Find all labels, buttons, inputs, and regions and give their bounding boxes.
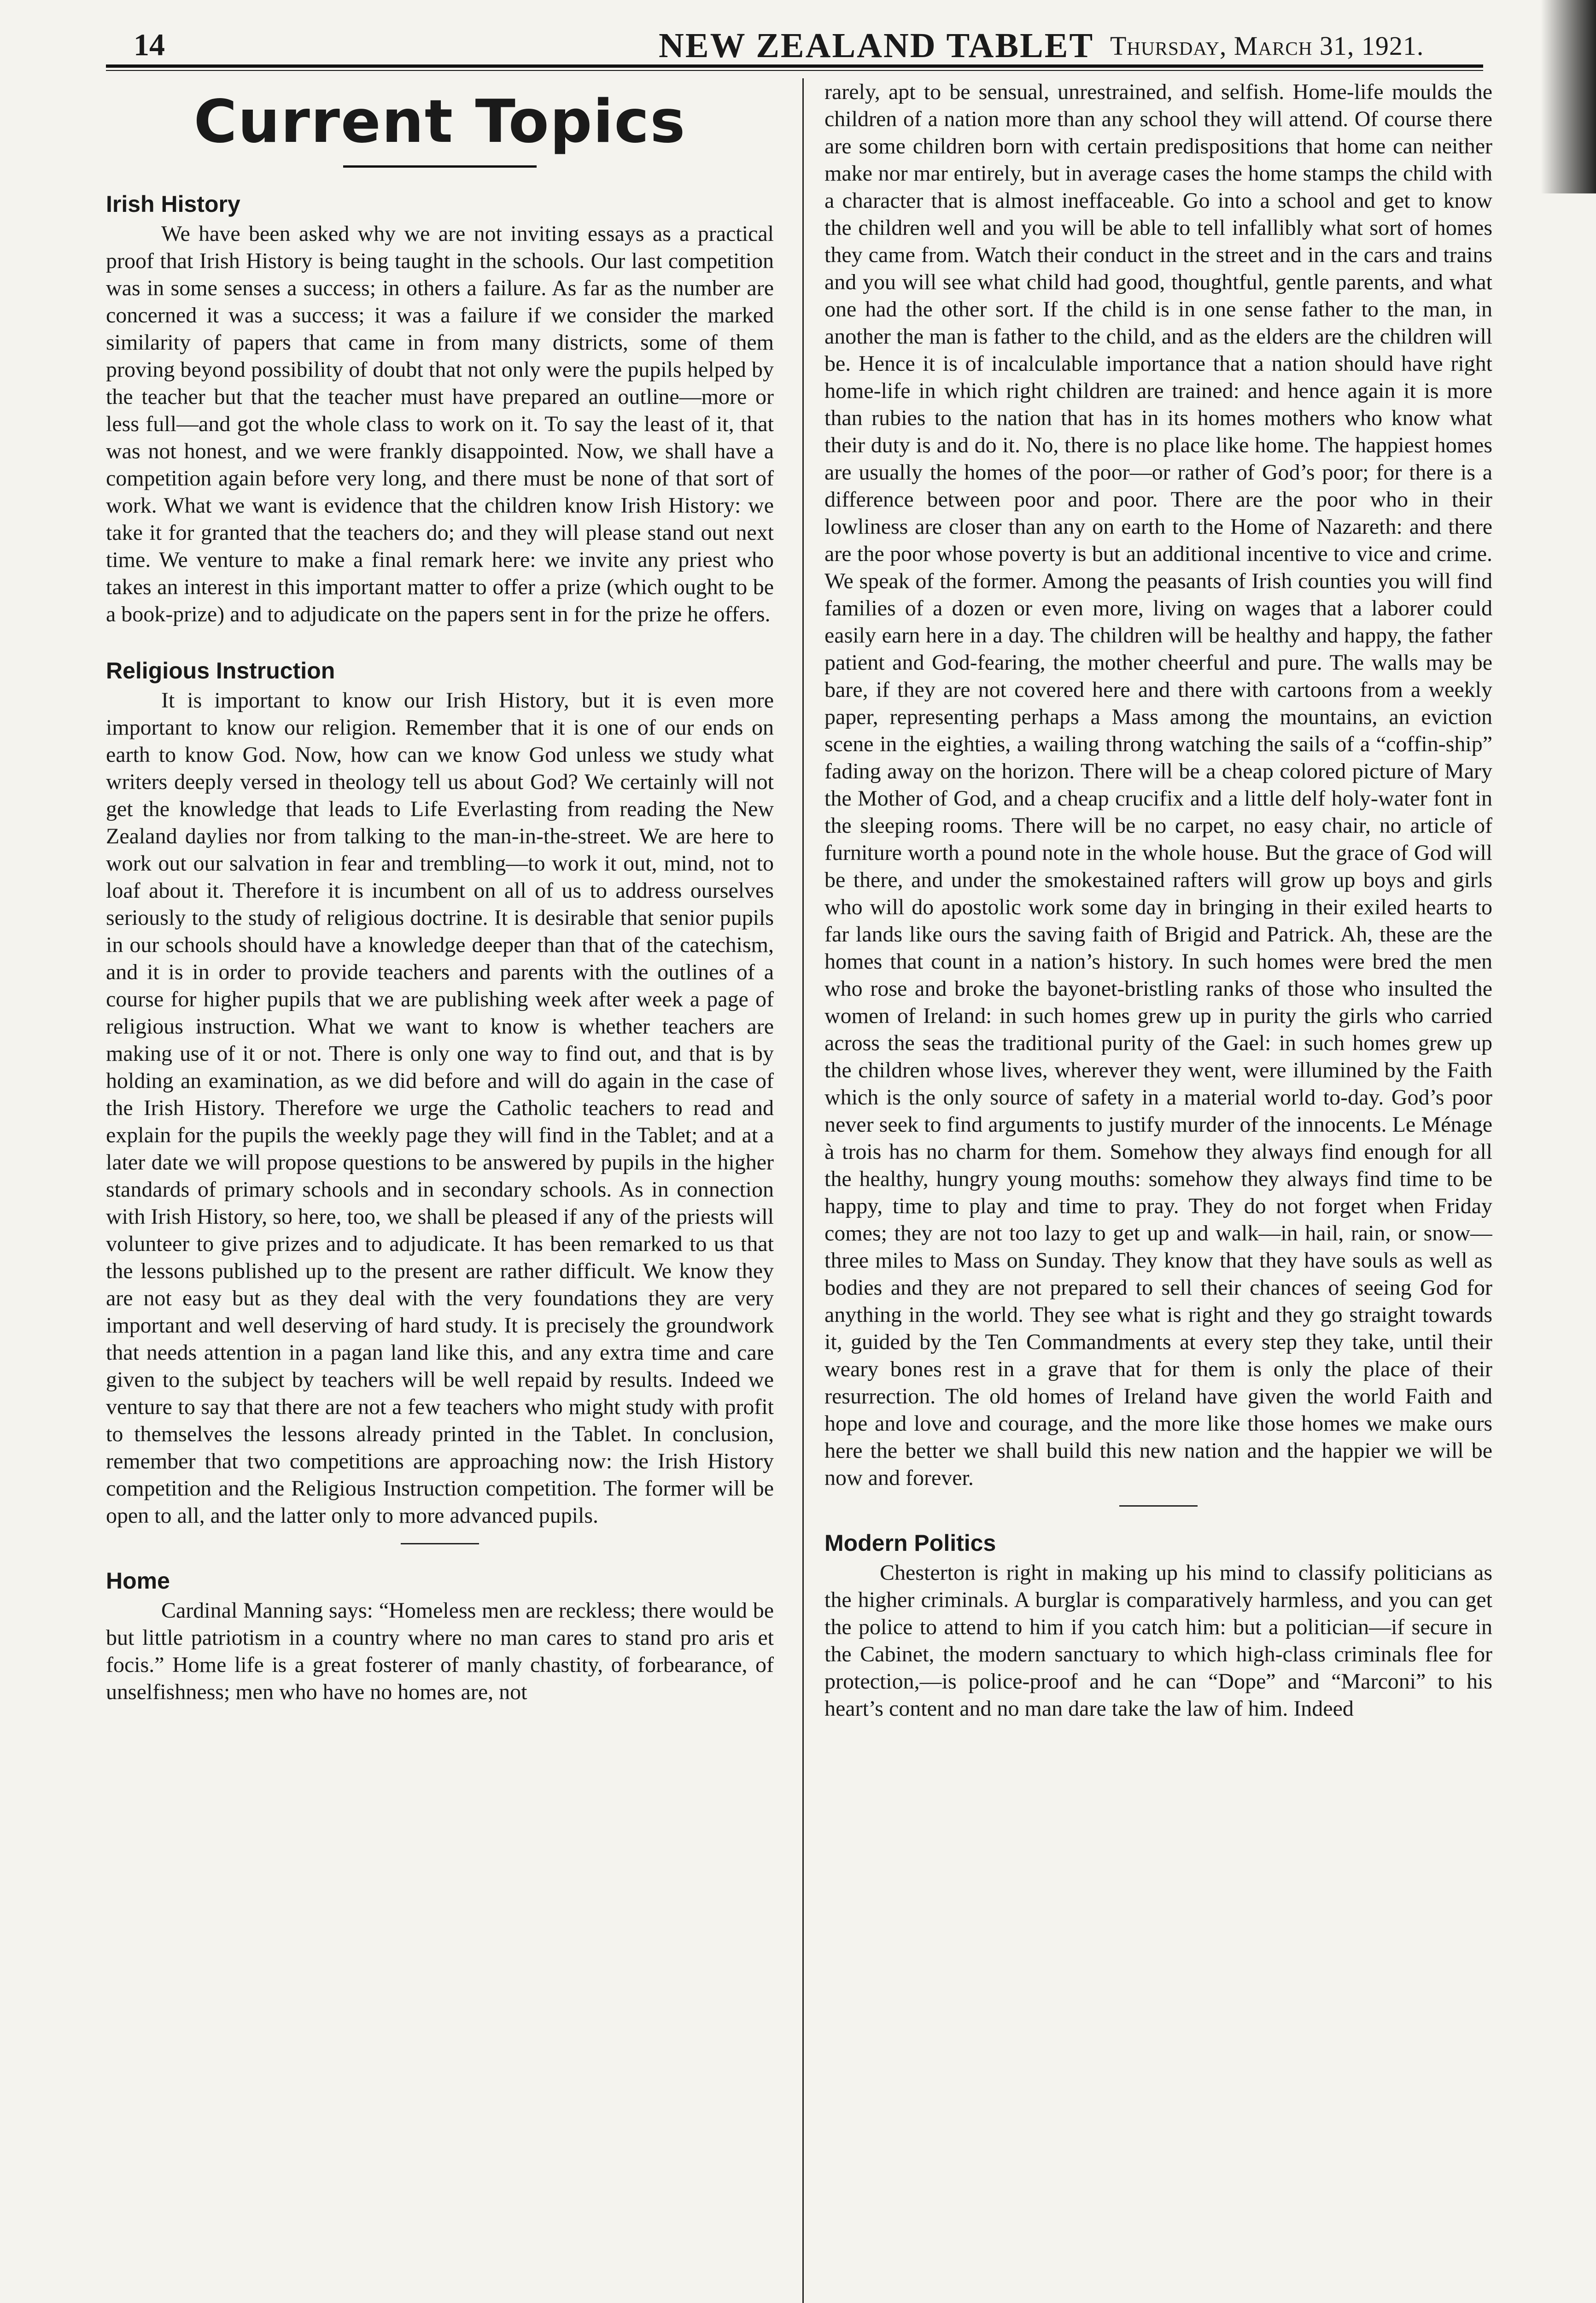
home-continued-paragraph: rarely, apt to be sensual, unrestrained, and selfish. Home-life moulds the children of a nation more than any school they will attend. Of course there are some children born with certain predispositions that home can neither make nor mar entirely, but in average cases the home stamps the child with a character that is almost ineffaceable. Go into a school and get to know the children well and you will be able to tell infallibly what sort of homes they came from. Watch their conduct in the street and in the cars and trains and you will see what child had good, thoughtful, gentle parents, and what one had the other sort. If the child is in one sense father to the man, in another the man is father to the child, and as the elders are the children will be. Hence it is of incalculable importance that a nation should have right home-life in which right children are trained: and hence again it is more than rubies to the nation that has in its homes mothers who know what their duty is and do it. No, there is no place like home. The happiest homes are usually the homes of the poor—or rather of God’s poor; for there is a difference between poor and poor. There are the poor who in their lowliness are closer than any on earth to the Home of Nazareth: and there are the poor whose poverty is but an additional incentive to vice and crime. We speak of the former. Among the peasants of Irish counties you will find families of a dozen or even more, living on wages that a laborer could easily earn here in a day. The children will be healthy and happy, the father patient and God-fearing, the mother cheerful and pure. The walls may be bare, if they are not covered here and there with cartoons from a weekly paper, representing perhaps a Mass among the mountains, an eviction scene in the eighties, a wailing throng watching the sails of a “coffin-ship” fading away on the horizon. There will be a cheap colored picture of Mary the Mother of God, and a cheap crucifix and a little delf holy-water font in the sleeping rooms. There will be no carpet, no easy chair, no article of furniture worth a pound note in the whole house. But the grace of God will be there, and under the smokestained rafters will grow up boys and girls who will do apostolic work some day in bringing in their exiled hearts to far lands like ours the saving faith of Brigid and Patrick. Ah, these are the homes that count in a nation’s history. In such homes were bred the men who rose and broke the bayonet-bristling ranks of those who insulted the women of Ireland: in such homes grew up in purity the girls who carried across the seas the traditional purity of the Gael: in such homes grew up the children whose lives, wherever they went, were illumined by the Faith which is the only source of safety in a material world to-day. God’s poor never seek to find arguments to justify murder of the innocents. Le Ménage à trois has no charm for them. Somehow they always find enough for all the healthy, hungry young mouths: somehow they always find time to be happy, time to play and time to pray. They do not forget when Friday comes; they are not too lazy to get up and walk—in hail, rain, or snow—three miles to Mass on Sunday. They know that they have souls as well as bodies and they are not prepared to sell their chances of seeing God for anything in the world. They see what is right and they go straight towards it, guided by the Ten Commandments at every step they take, until their weary bones rest in a grave that for them is only the place of their resurrection. The old homes of Ireland have given the world Faith and hope and love and courage, and the more like those homes we make ours here the better we shall build this new nation and the happier we will be now and forever.	[824, 80, 1492, 1490]
dateline: Thursday, March 31, 1921.	[1110, 31, 1424, 61]
page-header	[106, 18, 1488, 68]
page-title: Current Topics	[193, 88, 686, 156]
section-paragraph: We have been asked why we are not inviting essays as a practical proof that Irish History is being taught in the schools. Our last competition was in some senses a success; in others a failure. As far as the number are concerned it was a success; it was a failure if we consider the marked similarity of papers that came in from many districts, some of them proving beyond possibility of doubt that not only were the pupils helped by the teacher but that the teacher must have prepared an outline—more or less full—and got the whole class to work on it. To say the least of it, that was not honest, and we were frankly disappointed. Now, we shall have a competition again before very long, and there must be none of that sort of work. What we want is evidence that the children know Irish History: we take it for granted that the teachers do; and they will please stand out next time. We venture to make a final remark here: we invite any priest who takes an interest in this important matter to offer a prize (which ought to be a book-prize) and to adjudicate on the papers sent in for the prize he offers.	[106, 222, 774, 626]
section-heading: Modern Politics	[824, 1530, 996, 1556]
section-heading: Religious Instruction	[106, 658, 335, 684]
column-divider	[802, 78, 804, 2303]
left-column	[106, 78, 774, 2303]
section-heading: Home	[106, 1568, 170, 1594]
section-paragraph: Chesterton is right in making up his mind to classify politicians as the higher criminals. A burglar is comparatively harmless, and you can get the police to attend to him if you catch him: but a politician—if secure in the Cabinet, the modern sanctuary to which high-class criminals flee for protection,—is police-proof and he can “Dope” and “Marconi” to his heart’s content and no man dare take the law of him. Indeed	[824, 1561, 1492, 1721]
header-rule	[106, 64, 1483, 68]
page-edge-shadow	[1541, 0, 1596, 193]
section-paragraph: Cardinal Manning says: “Homeless men are reckless; there would be but little patriotism in a country where no man cares to stand pro aris et focis.” Home life is a great fosterer of manly chastity, of forbearance, of unselfishness; men who have no homes are, not	[106, 1598, 774, 1704]
header-rule-thin	[106, 70, 1483, 71]
right-column	[824, 78, 1492, 2303]
masthead: NEW ZEALAND TABLET	[659, 26, 1094, 65]
section-modern-politics	[824, 1530, 1492, 1722]
section-separator	[1119, 1505, 1198, 1507]
section-separator	[401, 1543, 479, 1544]
page-number: 14	[134, 27, 165, 62]
section-religious-instruction	[106, 657, 774, 1529]
section-gap	[106, 628, 774, 657]
title-block	[106, 88, 774, 168]
section-paragraph: It is important to know our Irish History, but it is even more important to know our religion. Remember that it is one of our ends on earth to know God. Now, how can we know God unless we study what writers deeply versed in theology tell us about God? We certainly will not get the knowledge that leads to Life Everlasting from reading the New Zealand daylies nor from talking to the man-in-the-street. We are here to work out our salvation in fear and trembling—to work it out, mind, not to loaf about it. Therefore it is incumbent on all of us to address ourselves seriously to the study of religious doctrine. It is desirable that senior pupils in our schools should have a knowledge deeper than that of the catechism, and it is in order to provide teachers and parents with the outlines of a course for higher pupils that we are publishing week after week a page of religious instruction. What we want to know is whether teachers are making use of it or not. There is only one way to find out, and that is by holding an examination, as we did before and will do again in the case of the Irish History. Therefore we urge the Catholic teachers to read and explain for the pupils the weekly page they will find in the Tablet; and at a later date we will propose questions to be answered by pupils in the higher standards of primary schools and in secondary schools. As in connection with Irish History, so here, too, we shall be pleased if any of the priests will volunteer to give prizes and to adjudicate. It has been remarked to us that the lessons published up to the present are rather difficult. We know they are not easy but as they deal with the very foundations they are very important and well deserving of hard study. It is precisely the groundwork that needs attention in a pagan land like this, and any extra time and care given to the subject by teachers will be well repaid by results. Indeed we venture to say that there are not a few teachers who might study with profit to themselves the lessons already printed in the Tablet. In conclusion, remember that two competitions are approaching now: the Irish History competition and the Religious Instruction competition. The former will be open to all, and the latter only to more advanced pupils.	[106, 688, 774, 1528]
section-home	[106, 1567, 774, 1706]
section-heading: Irish History	[106, 191, 240, 217]
title-underline	[343, 165, 537, 168]
section-irish-history	[106, 191, 774, 628]
